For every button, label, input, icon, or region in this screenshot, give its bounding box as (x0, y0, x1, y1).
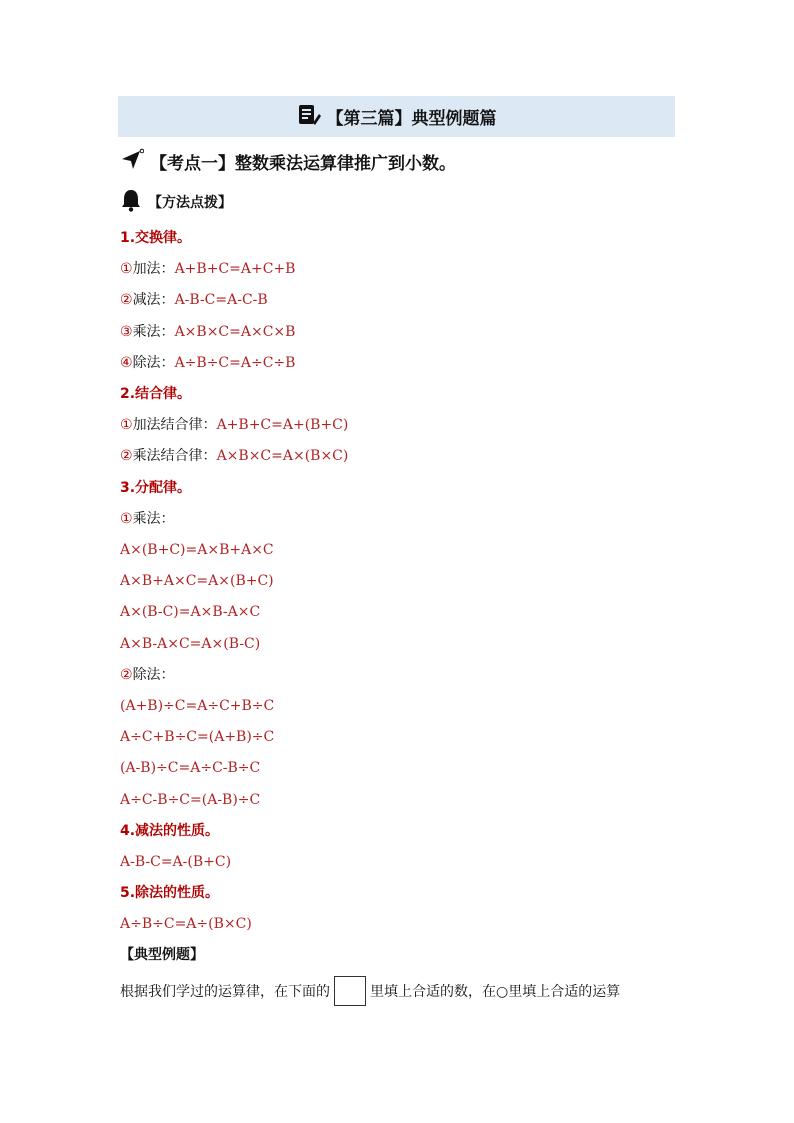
item-label: 加法： (132, 261, 175, 278)
item-number: ① (120, 261, 133, 278)
item-formula: A+B+C=A+C+B (174, 261, 296, 278)
item-number: ② (120, 666, 133, 683)
section-heading: 5.除法的性质。 (120, 885, 220, 902)
item-formula: A-B-C=A-C-B (174, 292, 268, 309)
method-heading (120, 188, 232, 216)
rule-item (120, 509, 175, 529)
navigation-arrow-icon (120, 148, 144, 174)
formula-line: A÷B÷C=A÷(B×C) (120, 916, 252, 933)
example-question (120, 976, 620, 1006)
item-number: ① (120, 417, 133, 434)
formula-line: A÷C-B÷C=(A-B)÷C (120, 791, 261, 808)
section-heading: 1.交换律。 (120, 230, 192, 246)
formula-line: A-B-C=A-(B+C) (120, 854, 232, 870)
kaodian-text: 【考点一】整数乘法运算律推广到小数。 (150, 153, 456, 174)
formula-line: A÷C+B÷C=(A+B)÷C (120, 729, 275, 746)
example-title: 【典型例题】 (120, 947, 204, 963)
section-heading: 2.结合律。 (120, 386, 192, 402)
rule-item (120, 415, 348, 435)
notepad-pen-icon (297, 103, 321, 131)
item-number: ③ (120, 323, 133, 340)
section-heading: 4.减法的性质。 (120, 822, 220, 839)
rule-item (120, 259, 295, 279)
kaodian-heading (120, 148, 456, 174)
item-formula: A+B+C=A+(B+C) (216, 417, 349, 434)
rule-item (120, 290, 268, 310)
item-label: 乘法： (132, 323, 175, 340)
formula-line: A×B+A×C=A×(B+C) (120, 573, 274, 590)
formula-line: A×B-A×C=A×(B-C) (120, 635, 261, 652)
item-formula: A÷B÷C=A÷C÷B (174, 354, 296, 371)
section-heading: 3.分配律。 (120, 479, 192, 496)
banner-title: 【第三篇】典型例题篇 (326, 109, 497, 129)
item-label: 加法结合律： (132, 417, 217, 434)
rule-item (120, 446, 348, 466)
rule-item (120, 353, 295, 373)
question-text-after: 里填上合适的数，在○里填上合适的运算 (370, 984, 621, 1000)
bell-icon (120, 188, 142, 216)
item-formula: A×B×C=A×(B×C) (216, 448, 349, 465)
formula-line: (A+B)÷C=A÷C+B÷C (120, 698, 275, 714)
formula-line: A×(B+C)=A×B+A×C (120, 542, 274, 558)
formula-line: (A-B)÷C=A÷C-B÷C (120, 760, 261, 777)
item-label: 乘法结合律： (132, 448, 217, 465)
question-text-before: 根据我们学过的运算律，在下面的 (120, 984, 330, 1000)
item-formula: A×B×C=A×C×B (174, 323, 296, 340)
item-label: 减法： (132, 292, 175, 309)
item-number: ② (120, 448, 133, 465)
item-label: 除法： (132, 354, 175, 371)
item-label: 除法： (132, 666, 175, 683)
formula-line: A×(B-C)=A×B-A×C (120, 604, 261, 621)
item-number: ② (120, 292, 133, 309)
answer-blank-box (334, 976, 366, 1006)
item-number: ① (120, 510, 133, 527)
item-label: 乘法： (132, 510, 175, 527)
item-number: ④ (120, 354, 133, 371)
section-banner (118, 96, 675, 137)
rule-item (120, 322, 295, 342)
rule-item (120, 665, 175, 685)
method-text: 【方法点拨】 (148, 195, 232, 211)
